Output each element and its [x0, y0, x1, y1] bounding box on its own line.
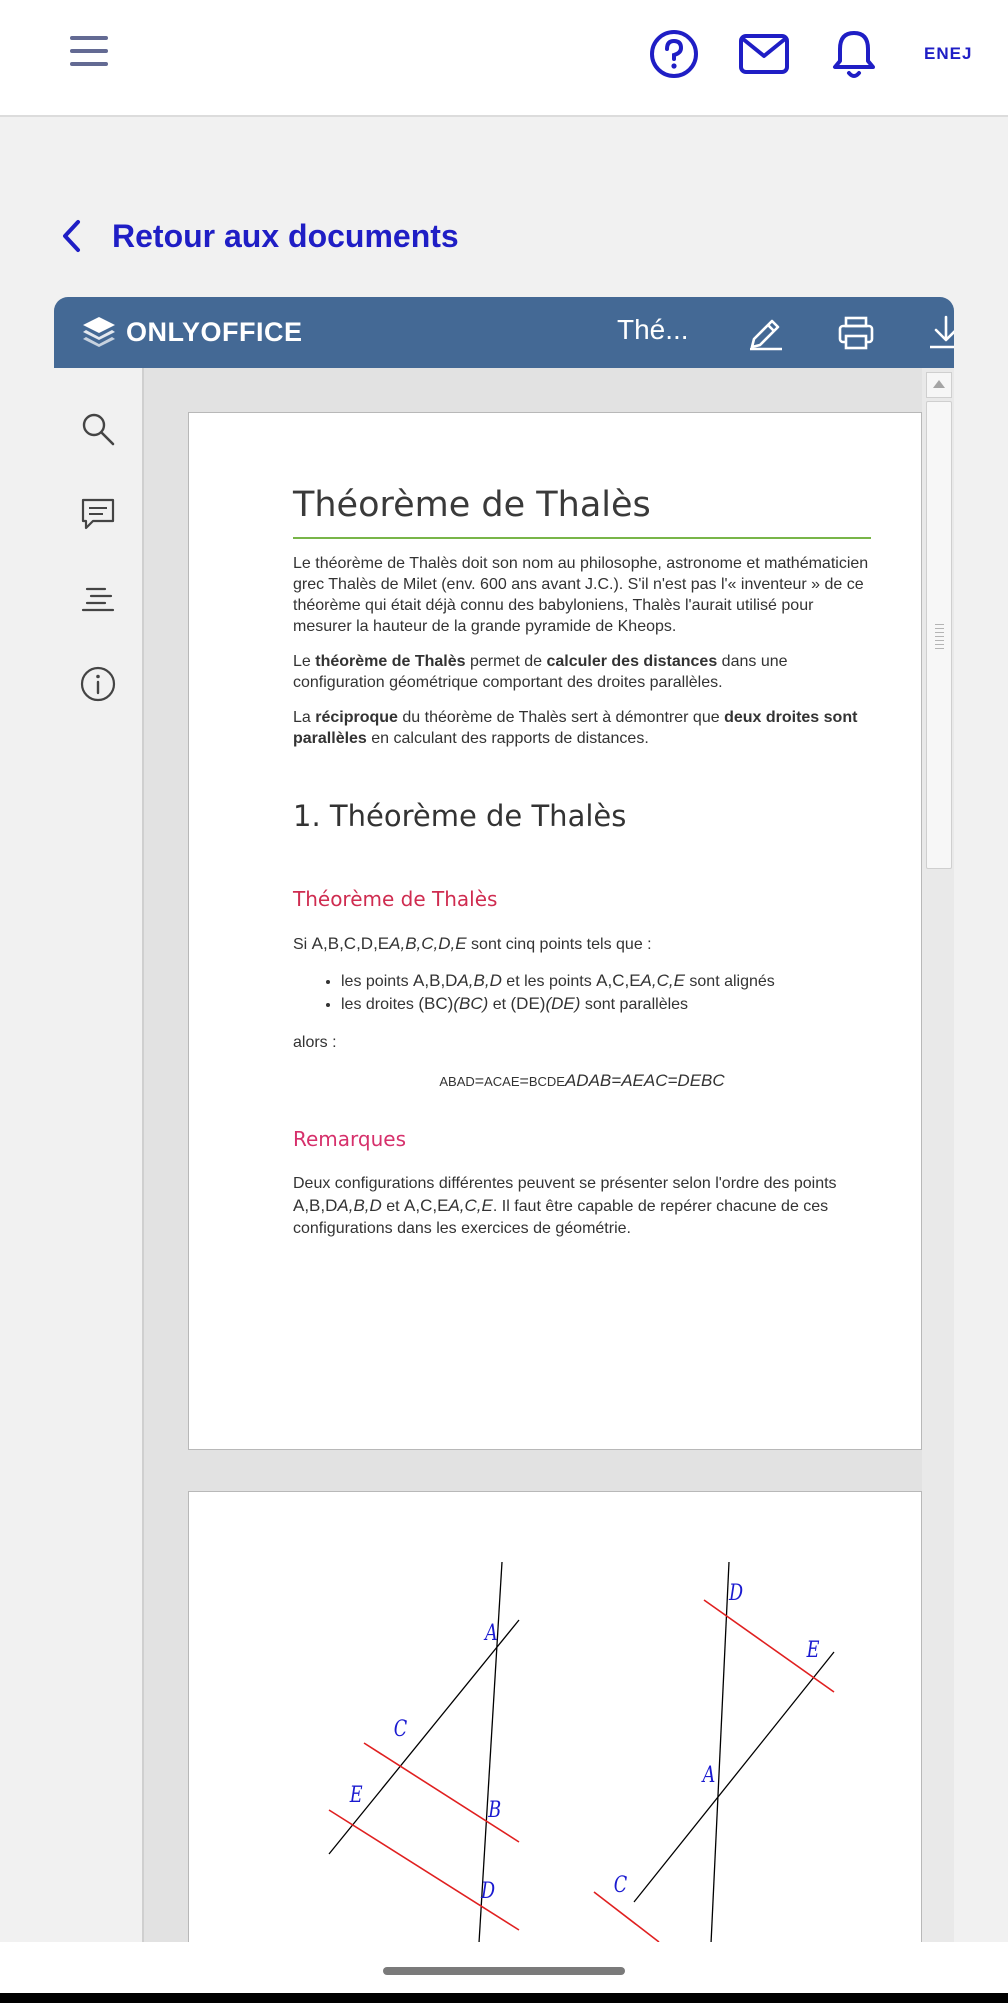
info-icon[interactable]: [79, 665, 117, 703]
screen-edge: [0, 1993, 1008, 2003]
document-page-1: [188, 412, 922, 1450]
brand-name: ONLYOFFICE: [126, 316, 303, 347]
alors-label: alors :: [293, 1034, 337, 1051]
configuration-right: [594, 1562, 834, 2003]
section-heading-1: 1. Théorème de Thalès: [293, 799, 627, 833]
remarks-paragraph: Deux configurations différentes peuvent se présenter selon l'ordre des points A,B,DA,B,D et A,C,EA,C,E. Il faut être capable de repérer chacune de ces configurations dans les exercices de géométrie.: [293, 1175, 837, 1237]
point-label-a: A: [702, 1762, 716, 1788]
pencil-icon[interactable]: [744, 311, 788, 355]
point-label-b: B: [488, 1797, 502, 1823]
paragraph-calculer: Le théorème de Thalès permet de calculer des distances dans une configuration géométrique comportant des droites parallèles.: [293, 653, 788, 691]
hamburger-menu-icon[interactable]: [70, 34, 110, 68]
thales-configurations-figure: [189, 1492, 921, 2003]
hypothesis-line: Si A,B,C,D,EA,B,C,D,E sont cinq points tels que :: [293, 934, 652, 953]
point-label-d: D: [481, 1878, 496, 1904]
navigation-icon[interactable]: [79, 580, 117, 618]
envelope-icon[interactable]: [738, 28, 790, 80]
chevron-left-icon: [60, 219, 82, 253]
bell-icon[interactable]: [828, 28, 880, 80]
document-page-2: [188, 1491, 922, 2003]
document-title: Thé...: [617, 314, 689, 345]
list-item: • les points A,B,DA,B,D et les points A,C,EA,C,E sont alignés: [341, 970, 871, 993]
configuration-left: [329, 1562, 519, 2003]
scrollbar-thumb[interactable]: [926, 401, 952, 869]
point-label-e: E: [349, 1782, 363, 1808]
document-viewer: [54, 297, 954, 2003]
subheading-remarks: Remarques: [293, 1127, 407, 1151]
back-to-documents-link[interactable]: [60, 208, 459, 264]
document-title-heading: Théorème de Thalès: [293, 485, 871, 539]
question-circle-icon[interactable]: [648, 28, 700, 80]
left-toolbar: [54, 368, 144, 2003]
top-bar: [0, 0, 1008, 117]
comment-icon[interactable]: [79, 495, 117, 533]
download-icon[interactable]: [924, 311, 954, 355]
subheading-theorem: Théorème de Thalès: [293, 887, 498, 911]
point-label-c: C: [613, 1872, 628, 1898]
vertical-scrollbar[interactable]: [922, 368, 954, 2003]
conditions-list: [293, 970, 871, 1016]
layers-icon: [80, 313, 118, 351]
intro-paragraph: Le théorème de Thalès doit son nom au philosophe, astronome et mathématicien grec Thalès de Milet (env. 600 ans avant J.C.). S'il n'est pas l'« inventeur » de ce théorème qui était déjà connu des babyloniens, Thalès l'aurait utilisé pour mesurer la hauteur de la grande pyramide de Kheops.: [293, 555, 869, 635]
scroll-up-button[interactable]: [926, 372, 952, 398]
list-item: • les droites (BC)(BC) et (DE)(DE) sont parallèles: [341, 993, 871, 1016]
language-switch[interactable]: ENEJ: [924, 44, 973, 63]
home-indicator-handle[interactable]: [383, 1967, 625, 1975]
thales-formula: ABAD=ACAE=BCDEADAB=AEAC=DEBC: [439, 1071, 725, 1090]
back-link-label: Retour aux documents: [112, 217, 459, 254]
onlyoffice-logo: [80, 313, 303, 351]
paragraph-reciproque: La réciproque du théorème de Thalès sert à démontrer que deux droites sont parallèles en calculant des rapports de distances.: [293, 709, 858, 747]
search-icon[interactable]: [79, 410, 117, 448]
point-label-e: E: [806, 1637, 820, 1663]
point-label-c: C: [393, 1716, 408, 1742]
editor-header: [54, 297, 954, 368]
point-label-d: D: [729, 1580, 744, 1606]
point-label-a: A: [485, 1620, 498, 1646]
printer-icon[interactable]: [834, 311, 878, 355]
